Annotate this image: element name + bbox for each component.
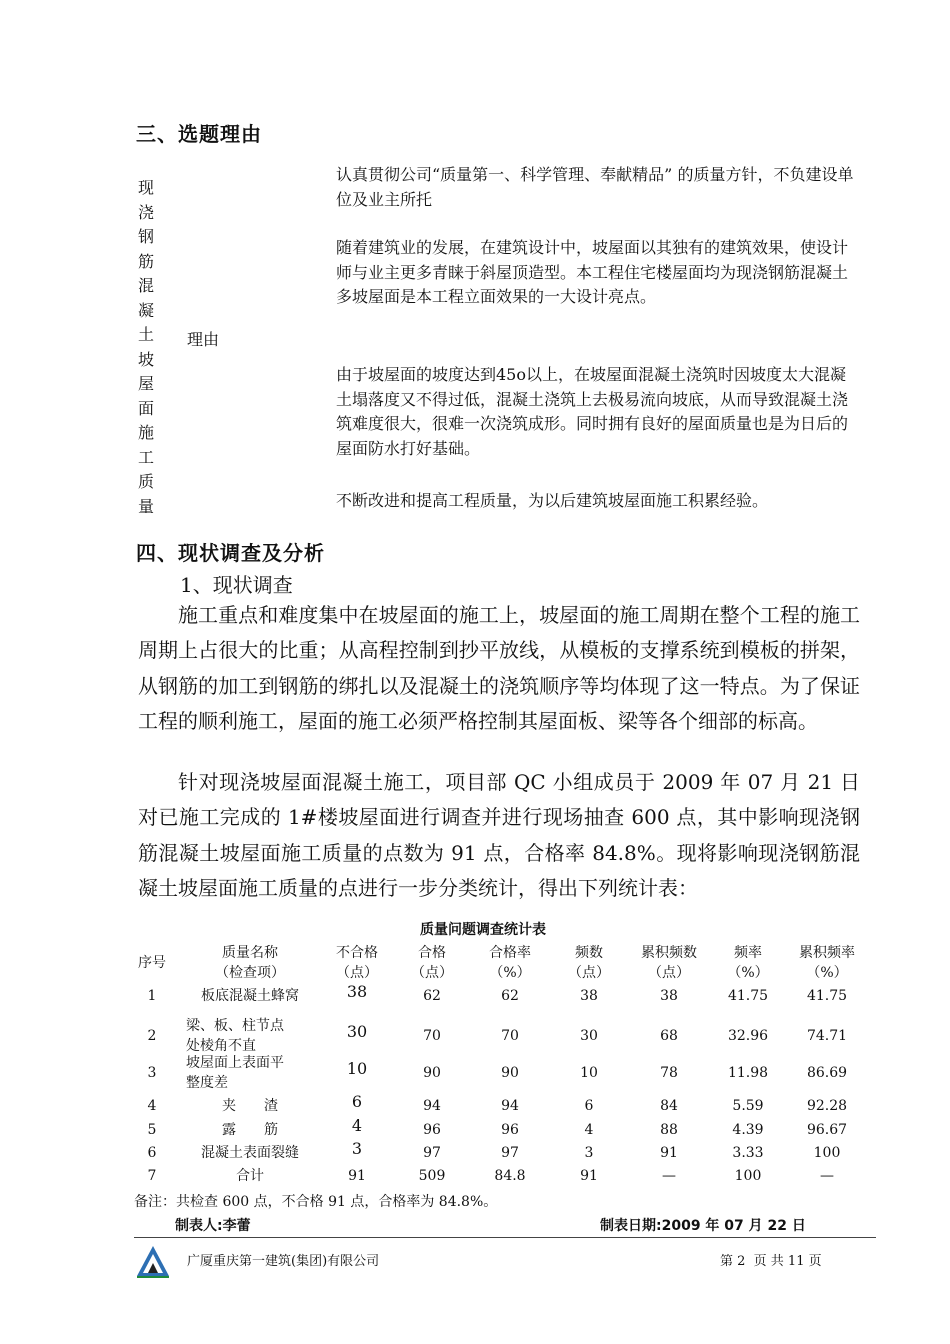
cell-text: 70 [423, 1028, 441, 1044]
cell-text: 94 [423, 1098, 441, 1114]
topic-char: 混 [137, 276, 154, 295]
header-text: 不合格 [336, 945, 378, 961]
cell-text: 90 [501, 1065, 519, 1081]
table-cell-cumpct [787, 1026, 867, 1046]
cell-text: 6 [351, 1092, 363, 1111]
topic-char: 坡 [137, 349, 154, 369]
table-cell-freq [554, 1063, 624, 1083]
cell-text: — [820, 1168, 834, 1184]
table-date: 制表日期:2009 年 07 月 22 日 [600, 1218, 806, 1234]
cell-text: 38 [580, 988, 598, 1004]
cell-text: 91 [580, 1168, 598, 1184]
table-cell-pct [713, 986, 783, 1006]
table-header-cell [787, 943, 867, 983]
cell-text: 露 筋 [222, 1122, 278, 1138]
table-header-cell [475, 943, 545, 983]
table-cell-pct [713, 1143, 783, 1163]
cell-text: 坡屋面上表面平 [186, 1055, 284, 1071]
table-cell-cum [629, 1096, 709, 1116]
header-text: （%） [489, 965, 531, 981]
cell-text: 62 [423, 988, 441, 1004]
cell-text: 5.59 [732, 1098, 764, 1114]
cell-text: 88 [660, 1122, 678, 1138]
cell-text: 11.98 [727, 1065, 769, 1081]
table-cell-no [132, 1096, 172, 1116]
table-cell-good [397, 1096, 467, 1116]
cell-text: 10 [346, 1059, 368, 1078]
table-cell-pct [713, 1026, 783, 1046]
cell-text: 509 [418, 1168, 446, 1184]
table-cell-bad [322, 982, 392, 1002]
cell-text: 96.67 [806, 1122, 848, 1138]
table-cell-pct [713, 1063, 783, 1083]
table-cell-freq [554, 1143, 624, 1163]
table-cell-cum [629, 986, 709, 1006]
table-cell-pct [713, 1120, 783, 1140]
cell-text: 板底混凝土蜂窝 [201, 988, 299, 1004]
table-cell-good [397, 986, 467, 1006]
section3-heading: 三、选题理由 [136, 122, 262, 146]
reason-label: 理由 [187, 330, 220, 349]
cell-text: 夹 渣 [222, 1098, 278, 1114]
header-text: （检查项） [215, 965, 285, 981]
table-cell-freq [554, 1166, 624, 1186]
cell-text: 10 [580, 1065, 598, 1081]
header-text: （点） [336, 965, 378, 981]
table-cell-rate [475, 1063, 545, 1083]
table-cell-no [132, 1120, 172, 1140]
cell-text: 4.39 [732, 1122, 764, 1138]
header-text: （%） [727, 965, 769, 981]
table-cell-bad [322, 1166, 392, 1186]
cell-text: 3.33 [732, 1145, 764, 1161]
table-cell-no [132, 1026, 172, 1046]
topic-char: 现 [137, 178, 154, 197]
cell-text: 38 [346, 982, 368, 1001]
cell-text: 1 [147, 988, 157, 1004]
table-header-cell [713, 943, 783, 983]
cell-text: 74.71 [806, 1028, 848, 1044]
cell-text: 32.96 [727, 1028, 769, 1044]
table-cell-pct [713, 1096, 783, 1116]
cell-text: 4 [584, 1122, 594, 1138]
cell-text: 68 [660, 1028, 678, 1044]
cell-text: 41.75 [727, 988, 769, 1004]
table-cell-name [175, 1143, 325, 1163]
table-cell-cumpct [787, 1143, 867, 1163]
cell-text: 96 [501, 1122, 519, 1138]
topic-char: 量 [137, 496, 154, 516]
table-cell-no [132, 1143, 172, 1163]
cell-text: 30 [346, 1022, 368, 1041]
topic-char: 工 [137, 447, 154, 467]
cell-text: 梁、板、柱节点 [186, 1018, 284, 1034]
table-cell-cumpct [787, 1166, 867, 1186]
cell-text: 38 [660, 988, 678, 1004]
table-cell-good [397, 1143, 467, 1163]
table-maker: 制表人:李蕾 [175, 1218, 251, 1234]
table-cell-bad [322, 1022, 392, 1042]
cell-text: 84.8 [494, 1168, 526, 1184]
cell-text: 整度差 [186, 1075, 228, 1091]
header-text: 累积频率 [799, 945, 855, 961]
header-text: 累积频数 [641, 945, 697, 961]
table-cell-no [132, 986, 172, 1006]
table-cell-bad [322, 1116, 392, 1136]
company-logo-icon [134, 1243, 172, 1281]
table-title: 质量问题调查统计表 [420, 922, 546, 938]
cell-text: 6 [584, 1098, 594, 1114]
header-text: 序号 [138, 955, 166, 971]
table-cell-cum [629, 1143, 709, 1163]
table-cell-good [397, 1166, 467, 1186]
section4-subheading: 1、现状调查 [180, 573, 293, 597]
cell-text: 100 [734, 1168, 762, 1184]
cell-text: 84 [660, 1098, 678, 1114]
table-cell-good [397, 1026, 467, 1046]
header-text: （点） [411, 965, 453, 981]
cell-text: 处棱角不直 [186, 1038, 256, 1054]
status-paragraph-1: 施工重点和难度集中在坡屋面的施工上，坡屋面的施工周期在整个工程的施工周期上占很大的比重；从高程控制到抄平放线，从模板的支撑系统到模板的拼架，从钢筋的加工到钢筋的绑扎以及混凝土的浇筑顺序等均体现了这一特点。为了保证工程的顺利施工，屋面的施工必须严格控制其屋面板、梁等各个细部的标高。 [138, 603, 860, 733]
table-header-cell [554, 943, 624, 983]
table-cell-rate [475, 986, 545, 1006]
topic-char: 筋 [137, 251, 154, 271]
topic-char: 质 [137, 472, 154, 491]
table-cell-no [132, 1166, 172, 1186]
table-cell-cum [629, 1063, 709, 1083]
table-cell-cum [629, 1026, 709, 1046]
header-text: （%） [806, 965, 848, 981]
cell-text: 30 [580, 1028, 598, 1044]
table-cell-cum [629, 1120, 709, 1140]
cell-text: — [662, 1168, 676, 1184]
cell-text: 90 [423, 1065, 441, 1081]
table-cell-rate [475, 1143, 545, 1163]
cell-text: 3 [351, 1139, 363, 1158]
header-text: 合格率 [489, 945, 531, 961]
table-cell-cumpct [787, 1096, 867, 1116]
cell-text: 100 [813, 1145, 841, 1161]
table-cell-cumpct [787, 986, 867, 1006]
cell-text: 96 [423, 1122, 441, 1138]
cell-text: 94 [501, 1098, 519, 1114]
cell-text: 3 [147, 1065, 157, 1081]
footer-page: 第 2 页 共 11 页 [720, 1254, 822, 1269]
table-cell-name [175, 1096, 325, 1116]
topic-char: 凝 [137, 300, 154, 320]
table-cell-no [132, 1063, 172, 1083]
table-note: 备注：共检查 600 点，不合格 91 点，合格率为 84.8%。 [134, 1194, 498, 1210]
table-cell-name [175, 1166, 325, 1186]
cell-text: 92.28 [806, 1098, 848, 1114]
footer-divider [134, 1237, 876, 1238]
topic-char: 施 [137, 423, 154, 442]
header-text: （点） [648, 965, 690, 981]
header-text: 质量名称 [222, 945, 278, 961]
table-header-cell [629, 943, 709, 983]
table-cell-bad [322, 1139, 392, 1159]
table-cell-freq [554, 1120, 624, 1140]
cell-text: 41.75 [806, 988, 848, 1004]
status-paragraph-2: 针对现浇坡屋面混凝土施工，项目部 QC 小组成员于 2009 年 07 月 21 日对已施工完成的 1#楼坡屋面进行调查并进行现场抽查 600 点，其中影响现浇钢筋混凝土坡屋面施工质量的点数为 91 点，合格率 84.8%。现将影响现浇钢筋混凝土坡屋面施工质量的点进行一步分类统计，得出下列统计表： [138, 770, 860, 900]
cell-text: 混凝土表面裂缝 [201, 1145, 299, 1161]
table-cell-good [397, 1120, 467, 1140]
topic-char: 浇 [137, 202, 154, 222]
table-cell-name [186, 1053, 336, 1093]
table-cell-rate [475, 1120, 545, 1140]
topic-char: 屋 [137, 374, 154, 393]
table-cell-rate [475, 1166, 545, 1186]
cell-text: 91 [660, 1145, 678, 1161]
reason-paragraph-4: 不断改进和提高工程质量，为以后建筑坡屋面施工积累经验。 [336, 491, 769, 510]
footer-company: 广厦重庆第一建筑(集团)有限公司 [187, 1254, 380, 1269]
cell-text: 合计 [236, 1168, 264, 1184]
topic-char: 面 [137, 398, 154, 418]
reason-paragraph-2: 随着建筑业的发展，在建筑设计中，坡屋面以其独有的建筑效果，使设计师与业主更多青睐于斜屋顶造型。本工程住宅楼屋面均为现浇钢筋混凝土多坡屋面是本工程立面效果的一大设计亮点。 [336, 238, 849, 306]
topic-char: 钢 [137, 227, 154, 246]
reason-paragraph-3: 由于坡屋面的坡度达到45o以上，在坡屋面混凝土浇筑时因坡度太大混凝土塌落度又不得过低，混凝土浇筑上去极易流向坡底，从而导致混凝土浇筑难度很大，很难一次浇筑成形。同时拥有良好的屋面质量也是为日后的屋面防水打好基础。 [336, 365, 849, 458]
topic-char: 土 [137, 325, 154, 344]
table-cell-name [186, 1016, 336, 1056]
header-text: 频率 [734, 945, 762, 961]
table-cell-freq [554, 1096, 624, 1116]
cell-text: 78 [660, 1065, 678, 1081]
table-cell-cum [629, 1166, 709, 1186]
reason-paragraph-1: 认真贯彻公司“质量第一、科学管理、奉献精品” 的质量方针，不负建设单位及业主所托 [336, 165, 854, 209]
table-cell-freq [554, 1026, 624, 1046]
cell-text: 7 [147, 1168, 157, 1184]
cell-text: 4 [351, 1116, 363, 1135]
cell-text: 6 [147, 1145, 157, 1161]
table-header-cell [397, 943, 467, 983]
header-text: 合格 [418, 945, 446, 961]
table-cell-pct [713, 1166, 783, 1186]
table-cell-rate [475, 1026, 545, 1046]
table-cell-cumpct [787, 1120, 867, 1140]
table-cell-good [397, 1063, 467, 1083]
header-text: （点） [568, 965, 610, 981]
table-cell-name [175, 986, 325, 1006]
cell-text: 4 [147, 1098, 157, 1114]
table-cell-rate [475, 1096, 545, 1116]
table-cell-cumpct [787, 1063, 867, 1083]
cell-text: 86.69 [806, 1065, 848, 1081]
table-cell-bad [322, 1059, 392, 1079]
table-cell-bad [322, 1092, 392, 1112]
header-text: 频数 [575, 945, 603, 961]
table-cell-freq [554, 986, 624, 1006]
cell-text: 91 [348, 1168, 366, 1184]
table-header-cell [322, 943, 392, 983]
cell-text: 62 [501, 988, 519, 1004]
cell-text: 3 [584, 1145, 594, 1161]
table-header-cell [175, 943, 325, 983]
cell-text: 5 [147, 1122, 157, 1138]
section4-heading: 四、现状调查及分析 [136, 541, 325, 565]
table-header-cell [132, 953, 172, 973]
cell-text: 70 [501, 1028, 519, 1044]
cell-text: 97 [423, 1145, 441, 1161]
cell-text: 97 [501, 1145, 519, 1161]
table-cell-name [175, 1120, 325, 1140]
cell-text: 2 [147, 1028, 157, 1044]
